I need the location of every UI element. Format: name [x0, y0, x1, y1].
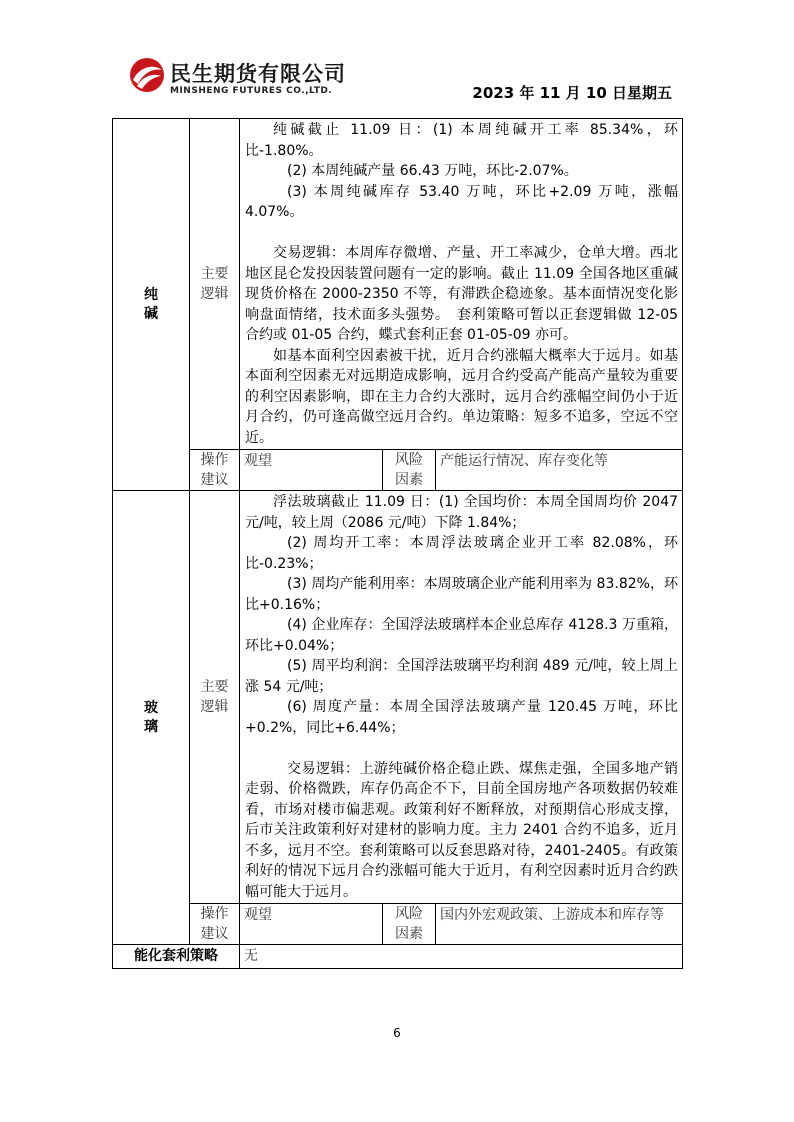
glass-operation-row	[113, 904, 683, 945]
category-cell	[113, 491, 190, 945]
company-logo	[128, 56, 368, 104]
category-cell	[113, 119, 190, 491]
paragraph: 交易逻辑：上游纯碱价格企稳止跌、煤焦走强，全国多地产销走弱、价格微跌，库存仍高企不下，目前全国房地产各项数据仍较难看，市场对楼市偏悲观。政策利好不断释放，对预期信心形成支撑，后市关注政策利好对建材的影响力度。主力 2401 合约不追多，近月不多，远月不空。套利策略可以反套思路对待，2401-2405。有政策利好的情况下远月合约涨幅可能大于近月，有利空因素时近月合约跌幅可能大于远月。	[245, 760, 679, 900]
glass-logic-row	[113, 491, 683, 904]
risk-label-cell	[383, 904, 436, 945]
page-header	[0, 0, 794, 115]
risk-label: 风险因素	[395, 452, 423, 488]
operation-label: 操作建议	[200, 906, 229, 942]
page-number: 6	[393, 1026, 401, 1040]
paragraph: 如基本面利空因素被干扰，近月合约涨幅大概率大于远月。如基本面利空因素无对远期造成影响，远月合约受高产能高产量较为重要的利空因素影响，即在主力合约大涨时，远月合约涨幅空间仍小于近月合约，仍可逢高做空远月合约。单边策略：短多不追多，空远不空近。	[245, 347, 679, 446]
paragraph: (4) 企业库存：全国浮法玻璃样本企业总库存 4128.3 万重箱，环比+0.04%；	[245, 617, 679, 654]
blank-line	[245, 738, 678, 759]
category-glass: 玻璃	[144, 699, 158, 735]
logic-label-cell	[190, 119, 240, 450]
paragraph: 交易逻辑：本周库存微增、产量、开工率减少，仓单大增。西北地区昆仑发投因装置问题有一定的影响。截止 11.09 全国各地区重碱现货价格在 2000-2350 不等，有滞跌企稳迹象。基本面情况变化影响盘面情绪，技术面多头强势。 套利策略可暂以正套逻辑做 12-05 合约或 01-05 合约，蝶式套利正套 01-05-09 亦可。	[245, 245, 679, 343]
company-name-cn: 民生期货有限公司	[170, 62, 346, 86]
paragraph: (3) 本周纯碱库存 53.40 万吨，环比+2.09 万吨，涨幅 4.07%。	[245, 183, 679, 220]
operation-value: 观望	[240, 450, 383, 491]
company-name-en: MINSHENG FUTURES CO.,LTD.	[170, 86, 333, 96]
report-date: 2023 年 11 月 10 日星期五	[472, 84, 672, 102]
logic-label: 主要逻辑	[200, 266, 229, 302]
logic-label: 主要逻辑	[200, 679, 229, 715]
paragraph: (3) 周均产能利用率：本周玻璃企业产能利用率为 83.82%，环比+0.16%；	[245, 576, 679, 613]
glass-logic-content	[240, 491, 683, 904]
risk-value: 产能运行情况、库存变化等	[436, 450, 683, 491]
paragraph: (2) 本周纯碱产量 66.43 万吨，环比-2.07%。	[287, 163, 578, 179]
paragraph: (5) 周平均利润：全国浮法玻璃平均利润 489 元/吨，较上周上涨 54 元/吨；	[245, 658, 679, 695]
logic-label-cell	[190, 491, 240, 904]
paragraph: (2) 周均开工率：本周浮法玻璃企业开工率 82.08%，环比-0.23%；	[245, 535, 679, 572]
strategy-table	[112, 118, 683, 969]
category-soda-ash: 纯碱	[144, 286, 158, 322]
operation-label: 操作建议	[200, 452, 229, 488]
soda-ash-operation-row	[113, 450, 683, 491]
arbitrage-strategy-row	[113, 945, 683, 969]
paragraph: (6) 周度产量：本周全国浮法玻璃产量 120.45 万吨，环比+0.2%，同比+6.44%；	[245, 699, 679, 736]
risk-label-cell	[383, 450, 436, 491]
operation-value: 观望	[240, 904, 383, 945]
soda-ash-logic-content	[240, 119, 683, 450]
arbitrage-strategy-label: 能化套利策略	[113, 945, 240, 969]
blank-line	[245, 223, 678, 244]
soda-ash-logic-row	[113, 119, 683, 450]
paragraph: 浮法玻璃截止 11.09 日：(1) 全国均价：本周全国周均价 2047 元/吨，较上周（2086 元/吨）下降 1.84%；	[245, 494, 679, 531]
paragraph: 纯碱截止 11.09 日：(1) 本周纯碱开工率 85.34%，环比-1.80%。	[245, 122, 679, 159]
risk-label: 风险因素	[395, 906, 423, 942]
operation-label-cell	[190, 904, 240, 945]
minsheng-logo-icon	[128, 56, 166, 94]
arbitrage-strategy-value: 无	[240, 945, 683, 969]
risk-value: 国内外宏观政策、上游成本和库存等	[436, 904, 683, 945]
operation-label-cell	[190, 450, 240, 491]
